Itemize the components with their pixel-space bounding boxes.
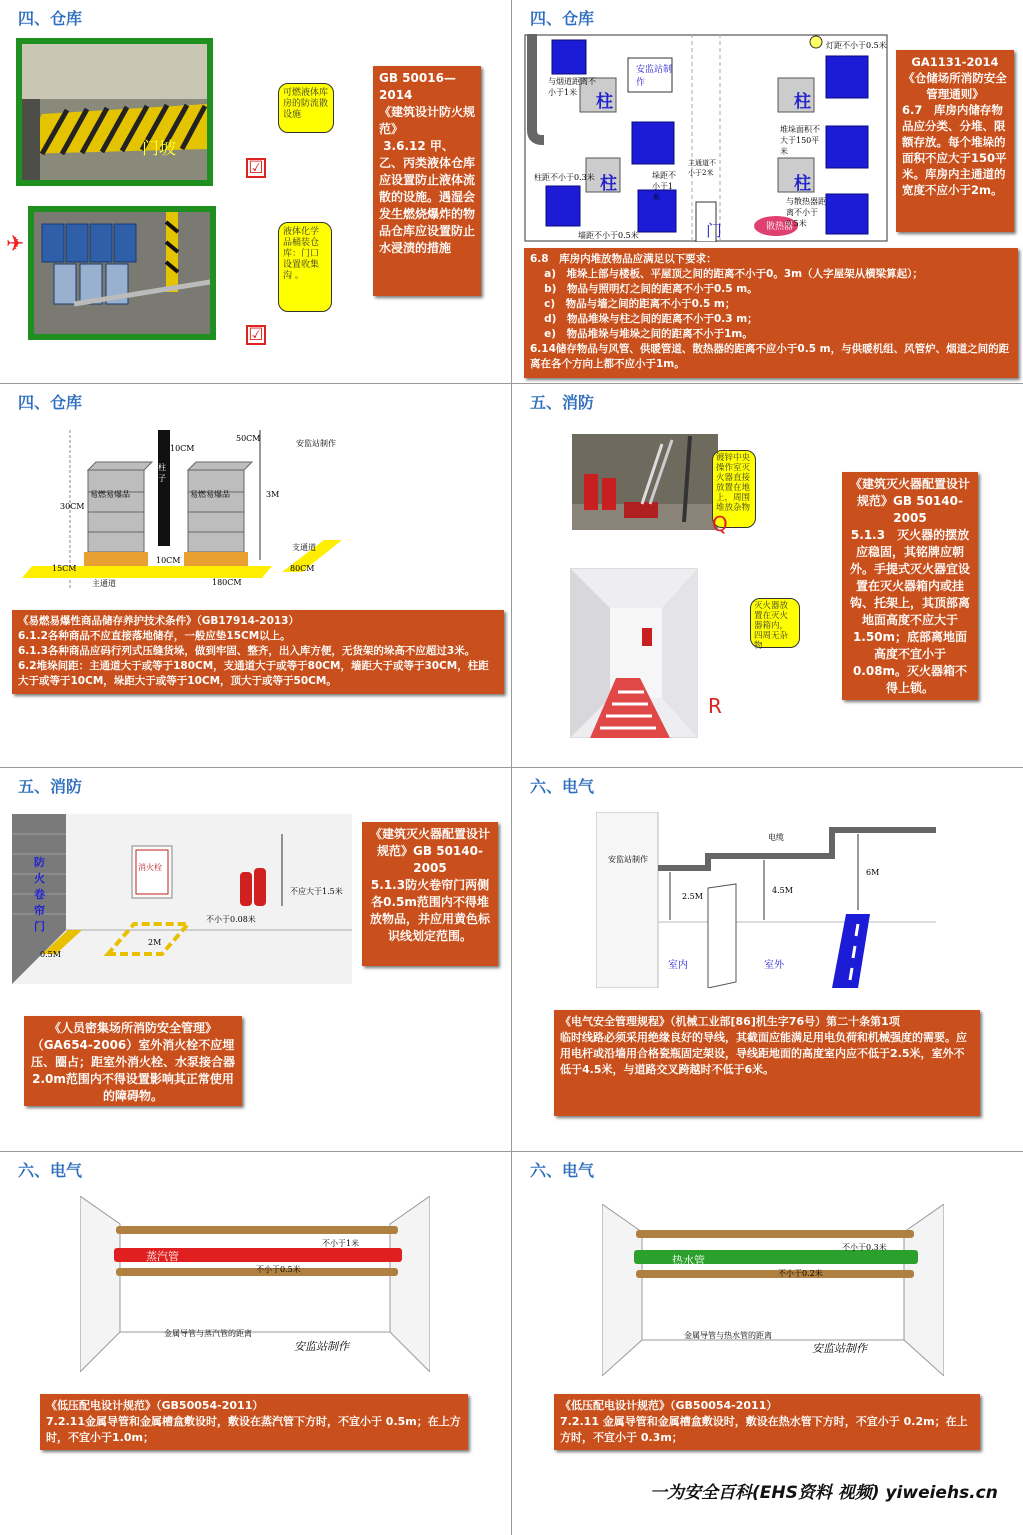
- top-gap-label: 50CM: [236, 434, 261, 443]
- panel-temporary-wiring: [512, 768, 1023, 1151]
- goods-label: 易燃易爆品: [90, 490, 130, 499]
- height-label: 3M: [266, 490, 280, 499]
- lower-gap-label: 不小于0.2米: [778, 1269, 823, 1278]
- area-label: 堆垛面积不大于150平米: [780, 125, 820, 156]
- regulation-box: GB 50016—2014 《建筑设计防火规范》 3.6.12 甲、乙、丙类液体仓库应设置防止液体流散的设施。遇湿会发生燃烧爆炸的物品仓库应设置防止水浸渍的措施: [373, 66, 481, 296]
- regulation-box: 6.8 库房内堆放物品应满足以下要求： a) 堆垛上部与楼板、平屋顶之间的距离不小于0。3m（人字屋架从横梁算起）； b) 物品与照明灯之间的距离不小于0.5 m。 c) 物品与墙之间的距离不小于0.5 m； d) 物品堆垛与柱之间的距离不小于0.3 m； e) 物品堆垛与堆垛之间的距离不小于1m。 6.14储存物品与风管、供暖管道、散热器的距离不应小于0.5 m，与供暖机组、风管炉、烟道之间的距离在各个方向上都不应小于1m。: [524, 248, 1018, 378]
- branch-width-label: 80CM: [290, 564, 315, 573]
- diagram-caption: 金属导管与热水管的距离: [684, 1331, 772, 1340]
- outdoor-height-label: 4.5M: [772, 886, 793, 895]
- callout-bubble: 镀锌中央操作室灭火器直接放置在地上，周围堆放杂物: [712, 450, 756, 528]
- radiator-label: 散热器: [766, 222, 794, 232]
- pillar-label: 柱: [794, 174, 811, 194]
- panel-title: 六、电气: [530, 1161, 595, 1180]
- panel-steam-pipe: [0, 1152, 511, 1535]
- slope-label: 门坡: [142, 139, 176, 159]
- bad-extinguisher-photo: [572, 434, 718, 530]
- fire-shutter-diagram: [12, 814, 352, 984]
- good-extinguisher-photo: [570, 568, 698, 738]
- pillar-label: 柱子: [158, 463, 166, 483]
- good-example-label: R: [708, 694, 722, 718]
- shutter-clearance-label: 0.5M: [40, 950, 61, 959]
- goods-label: 易燃易爆品: [190, 490, 230, 499]
- fire-shutter-label: 防火卷帘门: [34, 856, 45, 933]
- panel-warehouse-liquid: [0, 0, 511, 383]
- panel-warehouse-stacking: [512, 0, 1023, 383]
- panel-title: 四、仓库: [530, 9, 595, 28]
- bad-example-label: Q: [712, 512, 728, 536]
- regulation-box: 《建筑灭火器配置设计规范》GB 50140-2005 5.1.3 灭火器的摆放应稳固，其铭牌应朝外。手提式灭火器宜设置在灭火器箱内或挂钩、托架上，其顶部离地面高度不应大于1.50m；底部离地面高度不宜小于0.08m。灭火器箱不得上锁。: [842, 472, 978, 700]
- chimney-distance-label: 与烟道距离不小于1米: [548, 77, 596, 97]
- lamp-distance-label: 灯距不小于0.5米: [826, 41, 887, 50]
- clearance-label: 2M: [148, 938, 162, 947]
- made-by-label: 安监站制作: [296, 439, 336, 448]
- road-height-label: 6M: [866, 868, 880, 877]
- hot-water-pipe-label: 热水管: [672, 1254, 705, 1267]
- indoor-label: 室内: [668, 960, 688, 971]
- made-by-label: 安监站制作: [812, 1342, 867, 1355]
- plane-icon: ✈: [6, 232, 25, 257]
- diagram-caption: 金属导管与蒸汽管的距离: [164, 1329, 252, 1338]
- panel-title: 五、消防: [18, 777, 83, 796]
- regulation-box: 《低压配电设计规范》（GB50054-2011） 7.2.11金属导管和金属槽盒敷设时，敷设在蒸汽管下方时，不宜小于 0.5m；在上方时，不宜小于1.0m；: [40, 1394, 468, 1450]
- max-height-label: 不应大于1.5米: [290, 887, 343, 896]
- panel-fire-shutter: [0, 768, 511, 1151]
- upper-gap-label: 不小于0.3米: [842, 1243, 887, 1252]
- main-aisle-label: 主通道: [92, 579, 116, 588]
- stack-gap-label: 垛距不小于1米: [652, 171, 676, 202]
- branch-aisle-label: 支通道: [292, 543, 316, 552]
- callout-bubble: 液体化学品桶装仓库：门口设置收集沟 。: [278, 222, 332, 312]
- regulation-box: 《电气安全管理规程》（机械工业部[86]机生字76号）第二十条第1项 临时线路必须采用绝缘良好的导线，其截面应能满足用电负荷和机械强度的需要。应用电杆或沿墙用合格瓷瓶固定架设，导线距地面的高度室内应不低于2.5米，室外不低于4.5米，与道路交叉跨越时不低于6米。: [554, 1010, 980, 1116]
- checkbox-icon: ☑: [246, 325, 266, 345]
- drum-storage-photo: [28, 206, 216, 340]
- wall-gap-label: 30CM: [60, 502, 85, 511]
- panel-fire-extinguisher: [512, 384, 1023, 767]
- door-label: 门: [706, 221, 723, 240]
- aisle-label: 主通道不小于2米: [688, 159, 716, 177]
- made-by-label: 安监站制作: [608, 855, 648, 864]
- main-width-label: 180CM: [212, 578, 242, 587]
- panel-title: 四、仓库: [18, 9, 83, 28]
- pillar-label: 柱: [794, 92, 811, 112]
- cable-label: 电缆: [768, 833, 784, 842]
- stack-gap-label: 10CM: [156, 556, 181, 565]
- hot-water-pipe-diagram: [602, 1204, 944, 1376]
- hydrant-label: 消火栓: [138, 863, 162, 872]
- footer-watermark: 一为安全百科(EHS资料 视频) yiweiehs.cn: [650, 1483, 998, 1503]
- panel-warehouse-spacing: [0, 384, 511, 767]
- upper-gap-label: 不小于1米: [322, 1239, 360, 1248]
- wall-gap-label: 墙距不小于0.5米: [578, 231, 639, 240]
- radiator-gap-label: 与散热器距离不小于0.5米: [786, 197, 826, 228]
- callout-bubble: 灭火器放置在灭火器箱内，四周无杂物: [750, 598, 800, 648]
- made-by-label: 安监站制作: [636, 65, 673, 88]
- panel-title: 六、电气: [530, 777, 595, 796]
- regulation-box: 《建筑灭火器配置设计规范》GB 50140-2005 5.1.3防火卷帘门两侧各0.5m范围内不得堆放物品，并应用黄色标识线划定范围。: [362, 822, 498, 966]
- steam-pipe-label: 蒸汽管: [146, 1250, 179, 1263]
- min-height-label: 不小于0.08米: [206, 915, 256, 924]
- regulation-box: 《低压配电设计规范》（GB50054-2011） 7.2.11 金属导管和金属槽盒敷设时，敷设在热水管下方时，不宜小于 0.2m；在上方时，不宜小于 0.3m；: [554, 1394, 980, 1450]
- callout-bubble: 可燃液体库房的防流散设施: [278, 83, 334, 133]
- indoor-height-label: 2.5M: [682, 892, 703, 901]
- lower-gap-label: 不小于0.5米: [256, 1265, 301, 1274]
- panel-title: 四、仓库: [18, 393, 83, 412]
- regulation-box: GA1131-2014《仓储场所消防安全管理通则》 6.7 库房内储存物品应分类、分堆、限额存放。每个堆垛的面积不应大于150平米。库房内主通道的宽度不应小于2m。: [896, 50, 1014, 232]
- pillar-gap-label: 10CM: [170, 444, 195, 453]
- outdoor-label: 室外: [764, 960, 784, 971]
- regulation-box: 《易燃易爆性商品储存养护技术条件》（GB17914-2013） 6.1.2各种商品不应直接落地储存，一般应垫15CM以上。 6.1.3各种商品应码行列式压缝货垛，做到牢固、整齐，出入库方便，无货架的垛高不应超过3米。 6.2堆垛间距：主通道大于或等于180CM，支通道大于或等于80CM，墙距大于或等于30CM，柱距大于或等于10CM，垛距大于或等于10CM，顶大于或等于50CM。: [12, 610, 504, 694]
- regulation-box: 《人员密集场所消防安全管理》（GA654-2006）室外消火栓不应埋压、圈占；距室外消火栓、水泵接合器2.0m范围内不得设置影响其正常使用的障碍物。: [24, 1016, 242, 1106]
- made-by-label: 安监站制作: [294, 1340, 349, 1353]
- floor-gap-label: 15CM: [52, 564, 77, 573]
- pillar-label: 柱: [596, 92, 613, 112]
- steam-pipe-diagram: [80, 1196, 430, 1372]
- pillar-label: 柱: [600, 174, 617, 194]
- warehouse-layout-diagram: [524, 34, 888, 242]
- checkbox-icon: ☑: [246, 158, 266, 178]
- panel-title: 五、消防: [530, 393, 595, 412]
- pillar-gap-label: 柱距不小于0.3米: [534, 173, 595, 182]
- road-label: 道路: [882, 927, 890, 947]
- panel-title: 六、电气: [18, 1161, 83, 1180]
- door-slope-photo: [16, 38, 213, 186]
